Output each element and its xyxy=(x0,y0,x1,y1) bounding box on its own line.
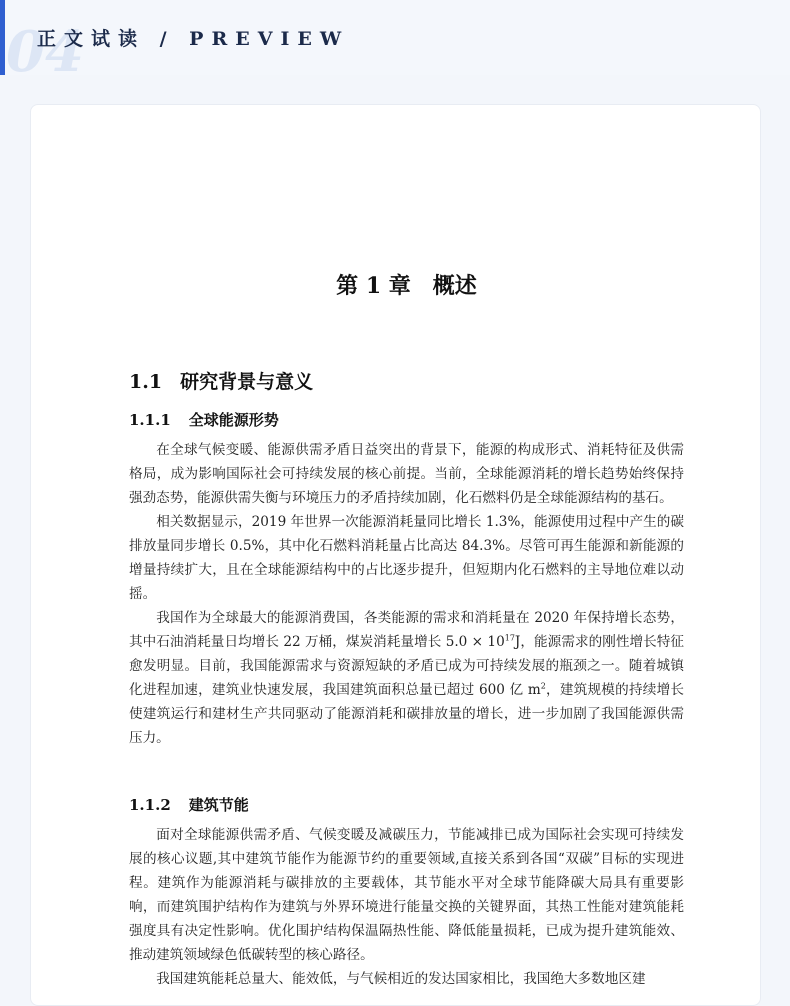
paragraph-text: 我国作为全球最大的能源消费国，各类能源的需求和消耗量在 2020 年保持增长态势，其中石油消耗量日均增长 22 万桶，煤炭消耗量增长 5.0 × 10 xyxy=(129,610,684,650)
subsection-body xyxy=(129,438,684,750)
subsection-number: 1.1.1 xyxy=(129,411,171,429)
paragraph: 相关数据显示，2019 年世界一次能源消耗量同比增长 1.3%，能源使用过程中产生的碳排放量同步增长 0.5%，其中化石燃料消耗量占比高达 84.3%。尽管可再生能源和新能源的增量持续扩大，且在全球能源结构中的占比逐步提升，但短期内化石燃料的主导地位难以动摇。 xyxy=(129,514,684,602)
paragraph: 面对全球能源供需矛盾、气候变暖及减碳压力，节能减排已成为国际社会实现可持续发展的核心议题,其中建筑节能作为能源节约的重要领域,直接关系到各国“双碳”目标的实现进程。建筑作为能源消耗与碳排放的主要载体，其节能水平对全球节能降碳大局具有重要影响，而建筑围护结构作为建筑与外界环境进行能量交换的关键界面，其热工性能对建筑能耗强度具有决定性影响。优化围护结构保温隔热性能、降低能量损耗，已成为提升建筑能效、推动建筑领域绿色低碳转型的核心路径。 xyxy=(129,827,684,963)
superscript: 17 xyxy=(504,633,515,643)
header-title: 正文试读 / PREVIEW xyxy=(37,28,350,50)
paragraph-text: J，能源需求的刚性增长特征愈发明显。目前，我国能源需求与资源短缺的矛盾已成为可持续发展的瓶颈之一。随着城镇化进程加速，建筑业快速发展，我国建筑面积总量已超过 600 亿 m xyxy=(129,634,684,698)
section-heading xyxy=(129,367,313,394)
paragraph: 我国建筑能耗总量大、能效低，与气候相近的发达国家相比，我国绝大多数地区建 xyxy=(156,971,646,987)
document-page xyxy=(30,104,761,1006)
paragraph: 在全球气候变暖、能源供需矛盾日益突出的背景下，能源的构成形式、消耗特征及供需格局，成为影响国际社会可持续发展的核心前提。当前，全球能源消耗的增长趋势始终保持强劲态势，能源供需失衡与环境压力的矛盾持续加剧，化石燃料仍是全球能源结构的基石。 xyxy=(129,442,684,506)
subsection-number: 1.1.2 xyxy=(129,796,171,814)
paragraph-text: ，建筑规模的持续增长使建筑运行和建材生产共同驱动了能源消耗和碳排放量的增长，进一步加剧了我国能源供需压力。 xyxy=(129,682,684,746)
section-number: 1.1 xyxy=(129,371,163,393)
subsection-title: 建筑节能 xyxy=(188,796,249,814)
section-title: 研究背景与意义 xyxy=(180,371,314,393)
accent-bar xyxy=(0,0,5,75)
subsection-heading xyxy=(129,409,279,430)
superscript: 2 xyxy=(540,681,546,691)
chapter-title: 第 1 章 概述 xyxy=(336,273,477,299)
subsection-body xyxy=(129,823,684,991)
preview-header xyxy=(0,0,790,85)
subsection-title: 全球能源形势 xyxy=(188,411,279,429)
header-number: 04 xyxy=(6,19,84,85)
paragraph xyxy=(129,606,684,750)
subsection-heading xyxy=(129,794,249,815)
